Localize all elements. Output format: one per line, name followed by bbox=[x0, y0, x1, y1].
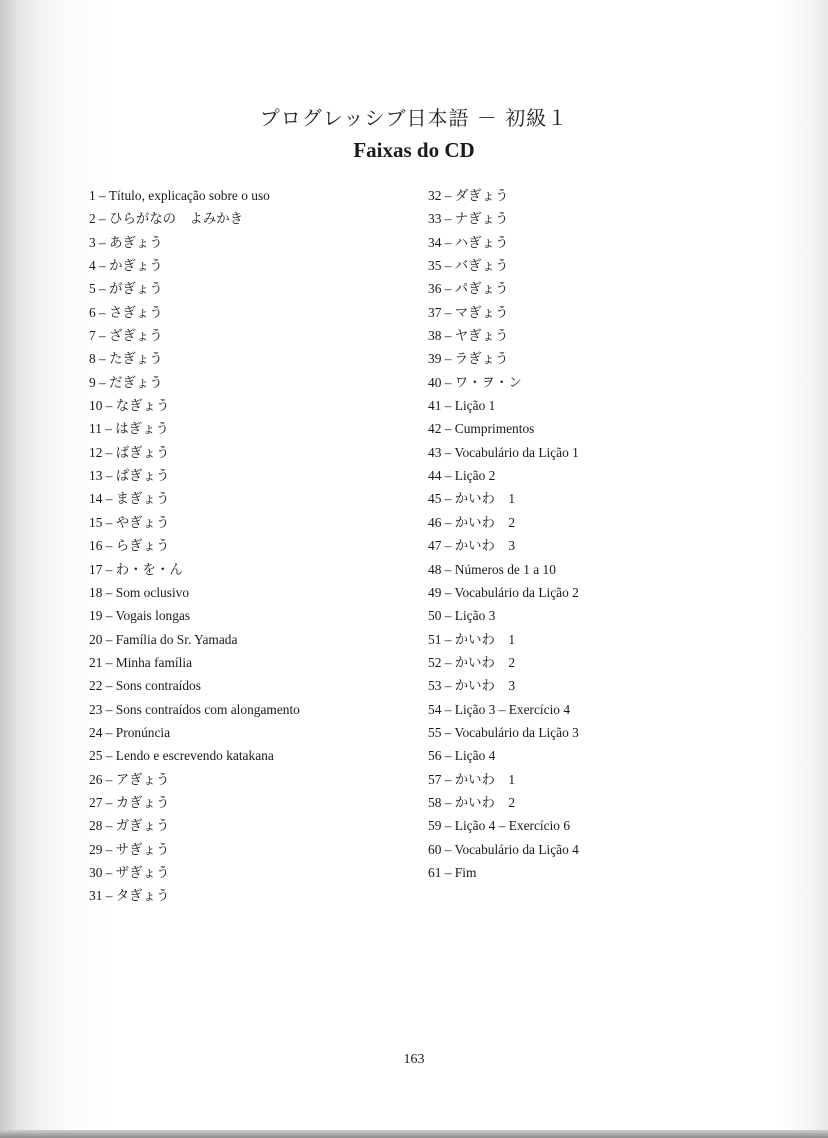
track-item: 59 – Lição 4 – Exercício 6 bbox=[428, 818, 571, 834]
track-item: 45 – かいわ 1 bbox=[428, 491, 516, 507]
track-item: 49 – Vocabulário da Lição 2 bbox=[428, 584, 579, 600]
track-item: 21 – Minha família bbox=[89, 654, 193, 670]
track-item: 47 – かいわ 3 bbox=[428, 538, 516, 554]
track-item: 50 – Lição 3 bbox=[428, 608, 496, 624]
track-item: 15 – やぎょう bbox=[89, 514, 170, 530]
track-item: 31 – タぎょう bbox=[89, 888, 170, 904]
track-item: 26 – アぎょう bbox=[89, 771, 170, 787]
track-item: 3 – あぎょう bbox=[89, 234, 163, 250]
track-item: 20 – Família do Sr. Yamada bbox=[89, 631, 238, 647]
japanese-title: プログレッシブ日本語 － 初級１ bbox=[259, 106, 569, 130]
track-item: 29 – サぎょう bbox=[89, 841, 170, 857]
track-item: 53 – かいわ 3 bbox=[428, 678, 516, 694]
track-item: 22 – Sons contraídos bbox=[89, 678, 201, 694]
track-item: 24 – Pronúncia bbox=[89, 724, 171, 740]
track-item: 17 – わ・を・ん bbox=[89, 561, 183, 577]
track-item: 13 – ぱぎょう bbox=[89, 468, 170, 484]
track-item: 6 – さぎょう bbox=[89, 304, 163, 320]
track-item: 54 – Lição 3 – Exercício 4 bbox=[428, 701, 571, 717]
track-item: 40 – ワ・ヲ・ン bbox=[428, 374, 522, 390]
track-item: 52 – かいわ 2 bbox=[428, 654, 516, 670]
track-item: 38 – ヤぎょう bbox=[428, 328, 509, 344]
track-item: 37 – マぎょう bbox=[428, 304, 509, 320]
track-item: 33 – ナぎょう bbox=[428, 211, 509, 227]
track-item: 23 – Sons contraídos com alongamento bbox=[89, 701, 300, 717]
track-item: 14 – まぎょう bbox=[89, 491, 170, 507]
track-item: 32 – ダぎょう bbox=[428, 188, 509, 203]
page-number: 163 bbox=[403, 1052, 425, 1067]
track-item: 1 – Título, explicação sobre o uso bbox=[89, 188, 270, 203]
track-item: 42 – Cumprimentos bbox=[428, 421, 535, 437]
track-item: 18 – Som oclusivo bbox=[89, 584, 190, 600]
track-item: 48 – Números de 1 a 10 bbox=[428, 561, 556, 577]
track-list-right bbox=[428, 184, 728, 884]
track-item: 41 – Lição 1 bbox=[428, 398, 496, 414]
track-item: 19 – Vogais longas bbox=[89, 608, 191, 624]
track-item: 27 – カぎょう bbox=[89, 794, 170, 810]
track-item: 10 – なぎょう bbox=[89, 398, 170, 414]
track-item: 12 – ばぎょう bbox=[89, 444, 170, 460]
track-item: 9 – だぎょう bbox=[89, 374, 163, 390]
track-item: 11 – はぎょう bbox=[89, 421, 169, 437]
track-item: 5 – がぎょう bbox=[89, 281, 163, 297]
track-item: 58 – かいわ 2 bbox=[428, 794, 516, 810]
track-item: 8 – たぎょう bbox=[89, 351, 163, 367]
track-item: 57 – かいわ 1 bbox=[428, 771, 516, 787]
track-item: 4 – かぎょう bbox=[89, 258, 163, 274]
track-item: 55 – Vocabulário da Lição 3 bbox=[428, 724, 579, 740]
track-item: 44 – Lição 2 bbox=[428, 468, 496, 484]
track-item: 16 – らぎょう bbox=[89, 538, 170, 554]
page-title: Faixas do CD bbox=[353, 138, 475, 162]
track-item: 36 – パぎょう bbox=[428, 281, 509, 297]
track-item: 2 – ひらがなの よみかき bbox=[89, 211, 243, 227]
track-item: 28 – ガぎょう bbox=[89, 818, 170, 834]
track-item: 7 – ざぎょう bbox=[89, 328, 163, 344]
track-item: 61 – Fim bbox=[428, 864, 477, 880]
track-list-left bbox=[89, 184, 389, 908]
track-item: 56 – Lição 4 bbox=[428, 748, 496, 764]
track-item: 51 – かいわ 1 bbox=[428, 631, 516, 647]
track-item: 30 – ザぎょう bbox=[89, 864, 170, 880]
track-item: 60 – Vocabulário da Lição 4 bbox=[428, 841, 579, 857]
track-item: 43 – Vocabulário da Lição 1 bbox=[428, 444, 579, 460]
track-item: 46 – かいわ 2 bbox=[428, 514, 516, 530]
track-item: 25 – Lendo e escrevendo katakana bbox=[89, 748, 274, 764]
track-item: 39 – ラぎょう bbox=[428, 351, 509, 367]
track-item: 34 – ハぎょう bbox=[428, 234, 509, 250]
track-item: 35 – バぎょう bbox=[428, 258, 509, 274]
page-edge-shadow bbox=[0, 1130, 828, 1138]
